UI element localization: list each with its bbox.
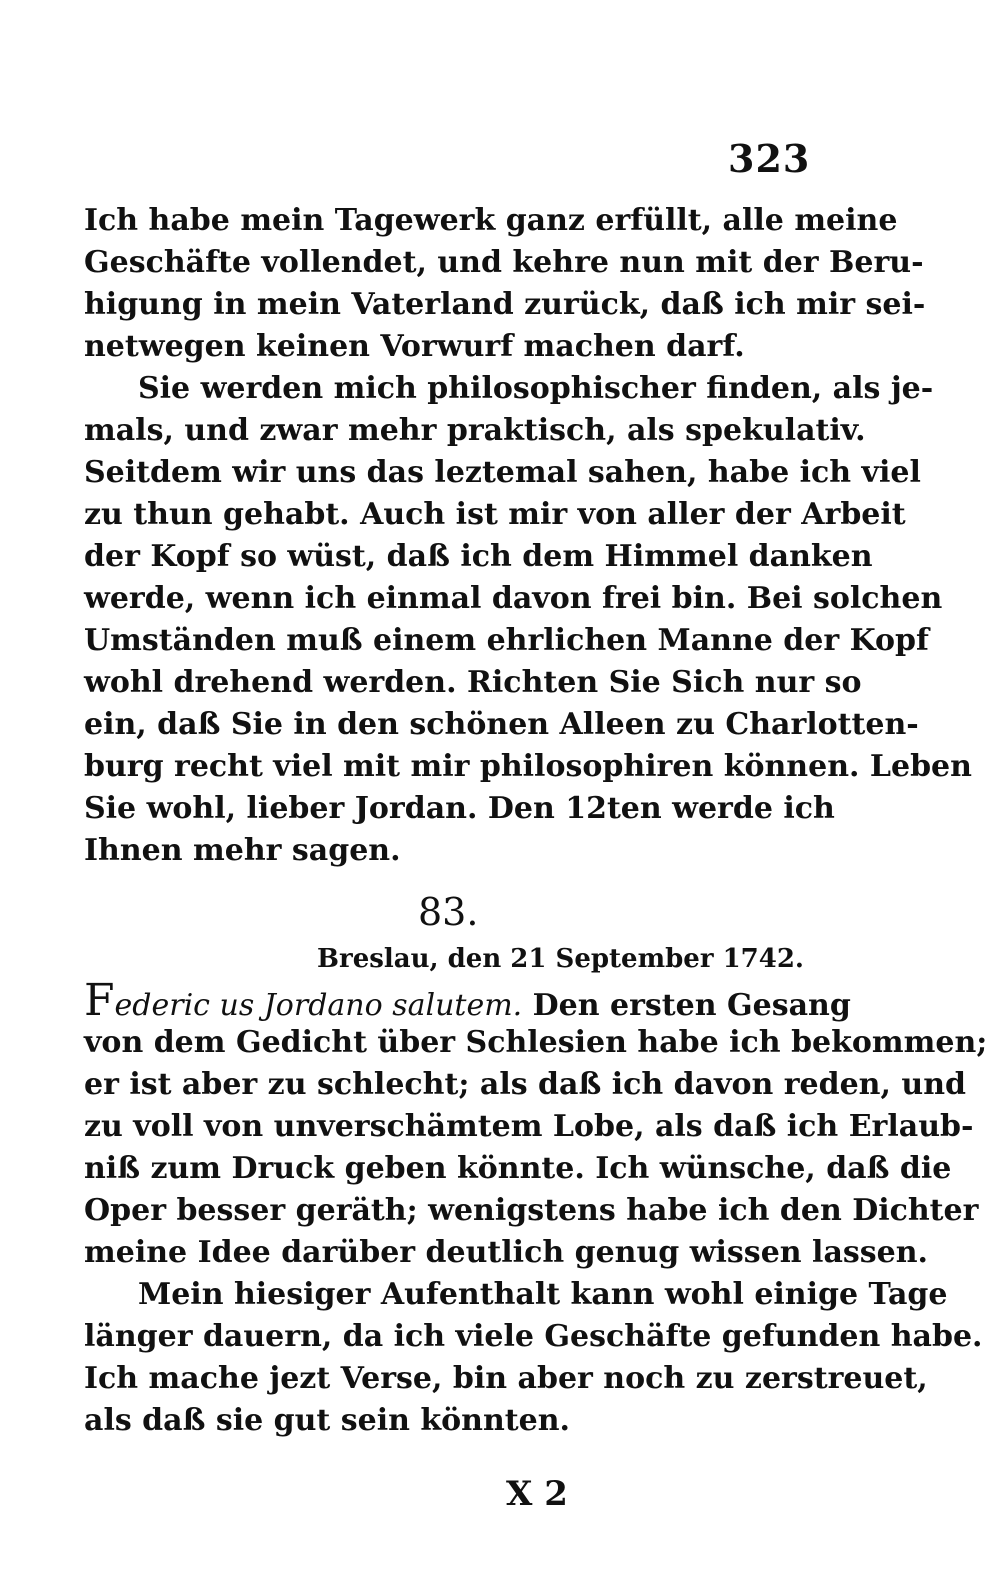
text-line: von dem Gedicht über Schlesien habe ich bekommen; [84, 1025, 987, 1060]
letter-83-body [84, 1022, 987, 1442]
text-line: der Kopf so wüst, daß ich dem Himmel danken [84, 539, 873, 574]
drop-cap-initial: F [84, 975, 115, 1026]
text-line: mals, und zwar mehr praktisch, als spekulativ. [84, 413, 866, 448]
text-line: Sie wohl, lieber Jordan. Den 12ten werde ich [84, 791, 835, 826]
dateline: Breslau, den 21 September 1742. [317, 944, 804, 974]
text-line: Ich habe mein Tagewerk ganz erfüllt, alle meine [84, 203, 898, 238]
signature-mark: X 2 [506, 1474, 568, 1514]
latin-salutation: ederic us Jordano salutem. [114, 988, 523, 1023]
text-line: länger dauern, da ich viele Geschäfte gefunden habe. [84, 1319, 983, 1354]
text-line: Ich mache jezt Verse, bin aber noch zu zerstreuet, [84, 1361, 928, 1396]
letter-82-ending [84, 200, 972, 872]
text-line: ein, daß Sie in den schönen Alleen zu Charlotten- [84, 707, 919, 742]
text-line: er ist aber zu schlecht; als daß ich davon reden, und [84, 1067, 966, 1102]
text-line: Ihnen mehr sagen. [84, 833, 401, 868]
text-line: higung in mein Vaterland zurück, daß ich mir sei- [84, 287, 926, 322]
text-line: burg recht viel mit mir philosophiren können. Leben [84, 749, 972, 784]
salutation-line [84, 975, 851, 1027]
text-line: Geschäfte vollendet, und kehre nun mit der Beru- [84, 245, 924, 280]
text-line: zu thun gehabt. Auch ist mir von aller der Arbeit [84, 497, 906, 532]
text-line: Oper besser geräth; wenigstens habe ich den Dichter [84, 1193, 979, 1228]
text-line: Mein hiesiger Aufenthalt kann wohl einige Tage [138, 1277, 948, 1312]
text-line: netwegen keinen Vorwurf machen darf. [84, 329, 745, 364]
text-line: als daß sie gut sein könnten. [84, 1403, 570, 1438]
text-line: Seitdem wir uns das leztemal sahen, habe ich viel [84, 455, 921, 490]
salutation-continuation: Den ersten Gesang [522, 988, 851, 1023]
text-line: meine Idee darüber deutlich genug wissen lassen. [84, 1235, 928, 1270]
text-line: zu voll von unverschämtem Lobe, als daß ich Erlaub- [84, 1109, 974, 1144]
text-line: Umständen muß einem ehrlichen Manne der Kopf [84, 623, 929, 658]
text-line: wohl drehend werden. Richten Sie Sich nur so [84, 665, 862, 700]
page-number: 323 [728, 136, 811, 181]
letter-number: 83. [418, 890, 479, 934]
text-line: niß zum Druck geben könnte. Ich wünsche, daß die [84, 1151, 952, 1186]
text-line: Sie werden mich philosophischer finden, als je- [138, 371, 934, 406]
text-line: werde, wenn ich einmal davon frei bin. Bei solchen [84, 581, 943, 616]
